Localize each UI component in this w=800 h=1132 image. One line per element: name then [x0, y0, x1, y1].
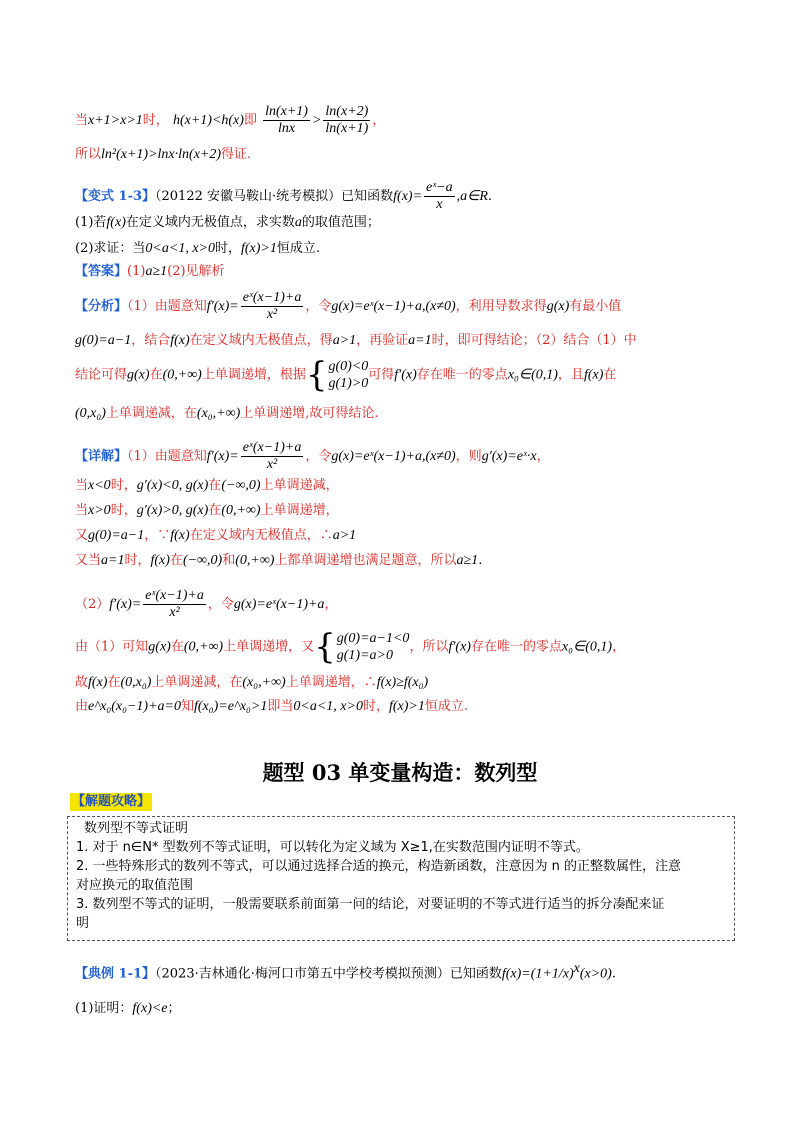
- math: f(x)=: [393, 189, 423, 204]
- detail-line-8: [75, 674, 428, 692]
- text: 在: [169, 553, 183, 568]
- math: a≥1: [456, 553, 479, 568]
- math: (0,+∞): [221, 503, 261, 518]
- text: 上单调递增，又: [223, 639, 315, 655]
- text: 即: [243, 113, 257, 128]
- math: f(x): [170, 333, 190, 348]
- math: g′(x)<0, g(x): [136, 478, 209, 493]
- text: 上单调递减，在: [105, 406, 197, 421]
- math: (x>0): [579, 966, 612, 982]
- math: (−∞,0): [182, 553, 223, 568]
- math: f(x): [170, 528, 190, 543]
- text: 恒成立.: [424, 699, 468, 714]
- fraction: $\frac{\ln(x+1)}{\ln x}$: [265, 104, 308, 136]
- math: g(x)=eˣ(x−1)+a,(x≠0): [331, 449, 456, 464]
- math: f(x): [583, 367, 604, 383]
- detail-line-4: [75, 527, 356, 545]
- text: (2)求证：当: [75, 241, 146, 256]
- math: f′(x)=: [109, 597, 142, 612]
- detail-line-2: [75, 477, 339, 495]
- text: 上都单调递增也满足题意，所以: [274, 553, 457, 568]
- variant-tag: 【变式 1-3】: [75, 189, 156, 204]
- text: 时，: [214, 241, 241, 256]
- box-line-4: 3. 数列型不等式的证明，一般需要联系前面第一问的结论，对要证明的不等式进行适当的拆分凑配来证: [76, 897, 665, 912]
- text: ，再验证: [356, 333, 409, 348]
- text: 得证.: [221, 147, 252, 162]
- detail-line-7: [75, 627, 626, 667]
- example-tag: 【典例 1-1】: [75, 966, 156, 982]
- math: (x₀,+∞): [242, 675, 286, 690]
- text: ，: [612, 639, 626, 655]
- text: （1）由题意知: [127, 449, 207, 464]
- detail-line-5: [75, 552, 482, 570]
- text: ，则: [455, 449, 482, 464]
- text: (1): [127, 264, 146, 279]
- text: 在: [603, 367, 617, 383]
- text: ，∵: [144, 528, 171, 543]
- analysis-line-4: [75, 405, 379, 423]
- math: g(x): [546, 299, 570, 314]
- math: f(x): [106, 215, 126, 230]
- detail-line-1: [75, 440, 550, 473]
- math: x>0: [88, 503, 111, 518]
- math: g′(x)>0, g(x): [136, 503, 209, 518]
- text: 时，: [362, 699, 389, 714]
- math: ln²(x+1)>lnx·ln(x+2): [101, 147, 222, 162]
- text: 时，: [124, 553, 151, 568]
- math: f(x₀)=e^x₀>1: [193, 699, 268, 714]
- math: g(x): [127, 367, 150, 383]
- cases-brace: { g(0)<0 g(1)>0: [305, 355, 369, 395]
- text: ，: [372, 113, 386, 128]
- math: f(x)=: [501, 966, 531, 982]
- answer-line: [75, 263, 225, 281]
- fraction: $\frac{\text{eˣ(x−1)+a}}{\text{x²}}$: [242, 440, 302, 472]
- math: (1+1/x): [530, 966, 574, 982]
- text: 上单调递增,故可得结论.: [240, 406, 379, 421]
- line-2: [75, 146, 251, 164]
- text: 故: [75, 675, 89, 690]
- text: .: [611, 966, 616, 982]
- text: 上单调递减，: [260, 478, 339, 493]
- text: 可得: [368, 367, 395, 383]
- math: x+1>x>1: [88, 113, 143, 128]
- text: 有最小值: [569, 299, 622, 314]
- text: 当: [75, 113, 89, 128]
- text: 由（1）可知: [75, 639, 149, 655]
- text: 在: [208, 503, 222, 518]
- text: 在: [208, 478, 222, 493]
- math: g(x)=eˣ(x−1)+a: [233, 597, 325, 612]
- line-1: [75, 104, 385, 137]
- text: 由: [75, 699, 89, 714]
- math: (0,+∞): [162, 367, 202, 383]
- question-2: [75, 240, 320, 258]
- text: 时，即可得结论；（2）结合（1）中: [431, 333, 637, 348]
- text: 存在唯一的零点: [416, 367, 508, 383]
- text: 时，: [142, 113, 169, 128]
- text: 又当: [75, 553, 102, 568]
- math: x: [573, 961, 580, 976]
- analysis-line-3: [75, 355, 617, 395]
- source: （2023·吉林通化·梅河口市第五中学校考模拟预测）已知函数: [155, 966, 502, 982]
- math: a>1: [332, 333, 357, 348]
- source: （20122 安徽马鞍山·统考模拟）已知函数: [155, 189, 394, 204]
- math: 0<a<1, x>0: [145, 241, 215, 256]
- analysis-line-1: [75, 290, 621, 323]
- text: 上单调递减，在: [151, 675, 243, 690]
- text: ，: [536, 449, 550, 464]
- math: a=1: [408, 333, 432, 348]
- text: (2)见解析: [167, 264, 225, 279]
- math: (−∞,0): [221, 478, 261, 493]
- math: (x₀,+∞): [196, 406, 241, 421]
- math: x<0: [88, 478, 111, 493]
- math: g(0)=a−1: [75, 333, 132, 348]
- text: 和: [222, 553, 236, 568]
- math: f(x)>1: [388, 699, 425, 714]
- math: g(x)=eˣ(x−1)+a,(x≠0): [331, 299, 456, 314]
- variant-heading: [75, 180, 492, 213]
- section-title: 题型 03 单变量构造：数列型: [262, 760, 538, 785]
- text: 又: [75, 528, 89, 543]
- math: e^x₀(x₀−1)+a=0: [88, 699, 181, 714]
- math: a: [294, 215, 302, 230]
- detail-line-3: [75, 502, 339, 520]
- text: 上单调递增，根据: [201, 367, 306, 383]
- box-line-2: 2. 一些特殊形式的数列不等式，可以通过选择合适的换元，构造新函数，注意因为 n 的正整数属性，注意: [76, 859, 682, 874]
- math: f′(x)=: [206, 449, 239, 464]
- text: 所以: [75, 147, 102, 162]
- text: 在定义域内无极值点，∴: [189, 528, 333, 543]
- text: 时，: [110, 503, 137, 518]
- text: 上单调递增，: [260, 503, 339, 518]
- box-line-5: 明: [76, 916, 90, 931]
- math: >: [311, 113, 322, 128]
- example-question-1: [75, 1000, 181, 1018]
- math: a=1: [101, 553, 125, 568]
- question-1: [75, 214, 380, 232]
- text: ，令: [207, 597, 234, 612]
- text: 时，: [110, 478, 137, 493]
- strategy-tag: 【解题攻略】: [72, 794, 151, 809]
- fraction: $\frac{\text{eˣ−a}}{x}$: [426, 180, 453, 212]
- math: ,a∈R: [456, 189, 488, 204]
- text: 恒成立.: [276, 241, 321, 256]
- math: g(0)=a−1: [88, 528, 145, 543]
- fraction: $\frac{\text{eˣ(x−1)+a}}{\text{x²}}$: [242, 290, 302, 322]
- text: 结论可得: [75, 367, 128, 383]
- text: ，且: [557, 367, 584, 383]
- text: .: [487, 189, 493, 204]
- cases-brace: { g(0)=a−1<0 g(1)=a>0: [314, 627, 410, 667]
- text: (1)若: [75, 215, 107, 230]
- text: ，利用导数求得: [455, 299, 547, 314]
- text: 在定义域内无极值点，得: [189, 333, 333, 348]
- math: (0,+∞): [183, 639, 224, 655]
- text: ；: [167, 1001, 181, 1016]
- text: ，结合: [131, 333, 171, 348]
- text: 存在唯一的零点: [470, 639, 562, 655]
- math: a≥1: [145, 264, 168, 279]
- text: 在: [170, 639, 184, 655]
- math: (0,x₀): [120, 675, 152, 690]
- math: h(x+1)<h(x): [172, 113, 244, 128]
- math: x₀∈(0,1): [561, 639, 613, 655]
- detail-line-6: [75, 588, 337, 621]
- math: a>1: [332, 528, 357, 543]
- text: (1)证明：: [75, 1001, 133, 1016]
- fraction: $\frac{\text{eˣ(x−1)+a}}{\text{x²}}$: [145, 588, 204, 620]
- math: f(x): [150, 553, 170, 568]
- answer-tag: 【答案】: [75, 264, 128, 279]
- text: 在: [149, 367, 163, 383]
- example-heading: [75, 960, 616, 983]
- math: 0<a<1, x>0: [293, 699, 363, 714]
- text: ，所以: [409, 639, 449, 655]
- math: f′(x)=: [206, 299, 239, 314]
- text: 在定义域内无极值点，求实数: [125, 215, 295, 230]
- text: ，令: [305, 299, 332, 314]
- text: .: [478, 553, 483, 568]
- math: f′(x): [394, 367, 417, 383]
- text: 在: [107, 675, 121, 690]
- text: ，: [324, 597, 338, 612]
- strategy-box: [67, 816, 735, 941]
- text: 当: [75, 478, 89, 493]
- math: (0,+∞): [235, 553, 275, 568]
- math: f(x)<e: [132, 1001, 168, 1016]
- analysis-line-2: [75, 332, 637, 350]
- math: f(x)≥f(x₀): [376, 675, 429, 690]
- text: 当: [75, 503, 89, 518]
- math: f(x): [88, 675, 108, 690]
- math: f′(x): [448, 639, 471, 655]
- text: ，令: [305, 449, 332, 464]
- math: g(x): [148, 639, 171, 655]
- text: （1）由题意知: [127, 299, 207, 314]
- text: 上单调递增，∴: [285, 675, 377, 690]
- detail-line-9: [75, 698, 468, 716]
- math: (0,x₀): [75, 406, 106, 421]
- math: g′(x)=eˣ·x: [481, 449, 537, 464]
- text: （2）: [75, 597, 110, 612]
- fraction: $\frac{\ln(x+2)}{\ln(x+1)}$: [325, 104, 369, 136]
- text: 的取值范围；: [301, 215, 380, 230]
- math: f(x)>1: [241, 241, 277, 256]
- math: x₀∈(0,1): [507, 367, 558, 383]
- analysis-tag: 【分析】: [75, 299, 128, 314]
- box-line-3: 对应换元的取值范围: [76, 878, 194, 893]
- text: 知: [180, 699, 194, 714]
- text: 即当: [267, 699, 294, 714]
- detail-tag: 【详解】: [75, 449, 128, 464]
- box-line-1: 1. 对于 n∈N* 型数列不等式证明，可以转化为定义域为 X≥1,在实数范围内证明不等式。: [76, 840, 589, 855]
- box-line-0: 数列型不等式证明: [84, 821, 189, 836]
